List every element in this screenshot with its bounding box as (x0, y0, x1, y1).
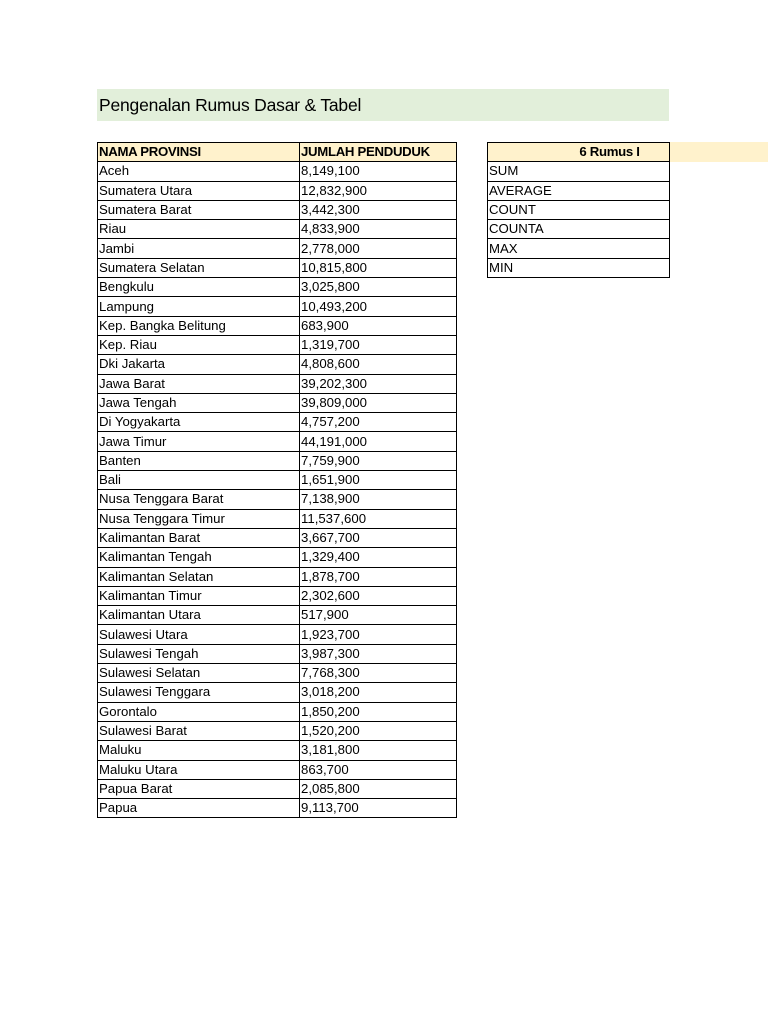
province-name-cell[interactable]: Kalimantan Tengah (98, 548, 300, 567)
title-bar (97, 89, 669, 121)
table-body (98, 162, 457, 818)
formula-row (488, 239, 670, 258)
formula-name-cell[interactable]: SUM (488, 162, 670, 181)
population-cell[interactable]: 863,700 (300, 760, 457, 779)
population-cell[interactable]: 1,651,900 (300, 471, 457, 490)
province-name-cell[interactable]: Jawa Barat (98, 374, 300, 393)
formula-header[interactable]: 6 Rumus I (488, 143, 670, 162)
population-cell[interactable]: 4,808,600 (300, 355, 457, 374)
population-cell[interactable]: 2,778,000 (300, 239, 457, 258)
table-row (98, 683, 457, 702)
province-name-cell[interactable]: Sumatera Selatan (98, 258, 300, 277)
page-title: Pengenalan Rumus Dasar & Tabel (99, 94, 362, 115)
table-row (98, 644, 457, 663)
table-row (98, 393, 457, 412)
population-cell[interactable]: 39,809,000 (300, 393, 457, 412)
table-row (98, 471, 457, 490)
population-cell[interactable]: 1,878,700 (300, 567, 457, 586)
province-name-cell[interactable]: Bali (98, 471, 300, 490)
table-row (98, 355, 457, 374)
province-name-cell[interactable]: Di Yogyakarta (98, 413, 300, 432)
population-cell[interactable]: 3,018,200 (300, 683, 457, 702)
province-name-cell[interactable]: Sulawesi Utara (98, 625, 300, 644)
population-cell[interactable]: 1,850,200 (300, 702, 457, 721)
table-row (98, 741, 457, 760)
province-name-cell[interactable]: Nusa Tenggara Barat (98, 490, 300, 509)
province-name-cell[interactable]: Sulawesi Tenggara (98, 683, 300, 702)
population-cell[interactable]: 1,319,700 (300, 335, 457, 354)
province-name-cell[interactable]: Sulawesi Barat (98, 721, 300, 740)
province-name-cell[interactable]: Kalimantan Selatan (98, 567, 300, 586)
table-row (98, 799, 457, 818)
province-name-cell[interactable]: Sumatera Utara (98, 181, 300, 200)
population-cell[interactable]: 9,113,700 (300, 799, 457, 818)
formula-header-row (488, 143, 670, 162)
population-cell[interactable]: 44,191,000 (300, 432, 457, 451)
column-header-population[interactable]: JUMLAH PENDUDUK (300, 143, 457, 162)
province-name-cell[interactable]: Papua Barat (98, 779, 300, 798)
province-name-cell[interactable]: Kalimantan Utara (98, 606, 300, 625)
table-row (98, 567, 457, 586)
population-cell[interactable]: 1,923,700 (300, 625, 457, 644)
province-name-cell[interactable]: Dki Jakarta (98, 355, 300, 374)
formula-body (488, 162, 670, 278)
population-cell[interactable]: 3,987,300 (300, 644, 457, 663)
formula-row (488, 162, 670, 181)
population-cell[interactable]: 2,302,600 (300, 586, 457, 605)
province-name-cell[interactable]: Bengkulu (98, 278, 300, 297)
province-name-cell[interactable]: Jambi (98, 239, 300, 258)
formula-header-overflow (670, 142, 768, 162)
population-cell[interactable]: 8,149,100 (300, 162, 457, 181)
province-name-cell[interactable]: Nusa Tenggara Timur (98, 509, 300, 528)
table-row (98, 625, 457, 644)
population-cell[interactable]: 3,181,800 (300, 741, 457, 760)
population-cell[interactable]: 39,202,300 (300, 374, 457, 393)
province-name-cell[interactable]: Kalimantan Timur (98, 586, 300, 605)
table-row (98, 220, 457, 239)
province-name-cell[interactable]: Riau (98, 220, 300, 239)
province-name-cell[interactable]: Sulawesi Tengah (98, 644, 300, 663)
formula-row (488, 200, 670, 219)
population-cell[interactable]: 1,520,200 (300, 721, 457, 740)
province-name-cell[interactable]: Banten (98, 451, 300, 470)
population-cell[interactable]: 10,815,800 (300, 258, 457, 277)
province-name-cell[interactable]: Maluku Utara (98, 760, 300, 779)
table-row (98, 548, 457, 567)
formula-name-cell[interactable]: COUNTA (488, 220, 670, 239)
province-name-cell[interactable]: Lampung (98, 297, 300, 316)
table-row (98, 606, 457, 625)
table-row (98, 316, 457, 335)
table-row (98, 490, 457, 509)
province-population-table (97, 142, 457, 818)
province-name-cell[interactable]: Sulawesi Selatan (98, 664, 300, 683)
population-cell[interactable]: 4,757,200 (300, 413, 457, 432)
table-row (98, 258, 457, 277)
table-row (98, 779, 457, 798)
table-row (98, 181, 457, 200)
table-row (98, 586, 457, 605)
formula-row (488, 220, 670, 239)
province-name-cell[interactable]: Sumatera Barat (98, 200, 300, 219)
population-cell[interactable]: 2,085,800 (300, 779, 457, 798)
table-row (98, 760, 457, 779)
table-row (98, 200, 457, 219)
province-name-cell[interactable]: Jawa Timur (98, 432, 300, 451)
table-row (98, 509, 457, 528)
formula-name-cell[interactable]: COUNT (488, 200, 670, 219)
table-row (98, 432, 457, 451)
formula-name-cell[interactable]: MAX (488, 239, 670, 258)
table-row (98, 374, 457, 393)
column-header-province[interactable]: NAMA PROVINSI (98, 143, 300, 162)
province-name-cell[interactable]: Gorontalo (98, 702, 300, 721)
formula-row (488, 181, 670, 200)
table-row (98, 664, 457, 683)
population-cell[interactable]: 11,537,600 (300, 509, 457, 528)
formula-name-cell[interactable]: MIN (488, 258, 670, 277)
population-cell[interactable]: 517,900 (300, 606, 457, 625)
population-cell[interactable]: 3,667,700 (300, 528, 457, 547)
population-cell[interactable]: 12,832,900 (300, 181, 457, 200)
province-name-cell[interactable]: Aceh (98, 162, 300, 181)
table-row (98, 239, 457, 258)
province-name-cell[interactable]: Jawa Tengah (98, 393, 300, 412)
table-row (98, 297, 457, 316)
table-header-row (98, 143, 457, 162)
formula-table (487, 142, 670, 278)
table-row (98, 335, 457, 354)
table-row (98, 413, 457, 432)
population-cell[interactable]: 4,833,900 (300, 220, 457, 239)
table-row (98, 451, 457, 470)
province-name-cell[interactable]: Kep. Riau (98, 335, 300, 354)
population-cell[interactable]: 3,025,800 (300, 278, 457, 297)
population-cell[interactable]: 10,493,200 (300, 297, 457, 316)
province-name-cell[interactable]: Kep. Bangka Belitung (98, 316, 300, 335)
province-name-cell[interactable]: Maluku (98, 741, 300, 760)
population-cell[interactable]: 683,900 (300, 316, 457, 335)
table-row (98, 528, 457, 547)
table-row (98, 162, 457, 181)
population-cell[interactable]: 1,329,400 (300, 548, 457, 567)
table-row (98, 702, 457, 721)
province-name-cell[interactable]: Papua (98, 799, 300, 818)
population-cell[interactable]: 7,759,900 (300, 451, 457, 470)
formula-row (488, 258, 670, 277)
formula-name-cell[interactable]: AVERAGE (488, 181, 670, 200)
population-cell[interactable]: 7,138,900 (300, 490, 457, 509)
population-cell[interactable]: 7,768,300 (300, 664, 457, 683)
table-row (98, 278, 457, 297)
province-name-cell[interactable]: Kalimantan Barat (98, 528, 300, 547)
table-row (98, 721, 457, 740)
population-cell[interactable]: 3,442,300 (300, 200, 457, 219)
